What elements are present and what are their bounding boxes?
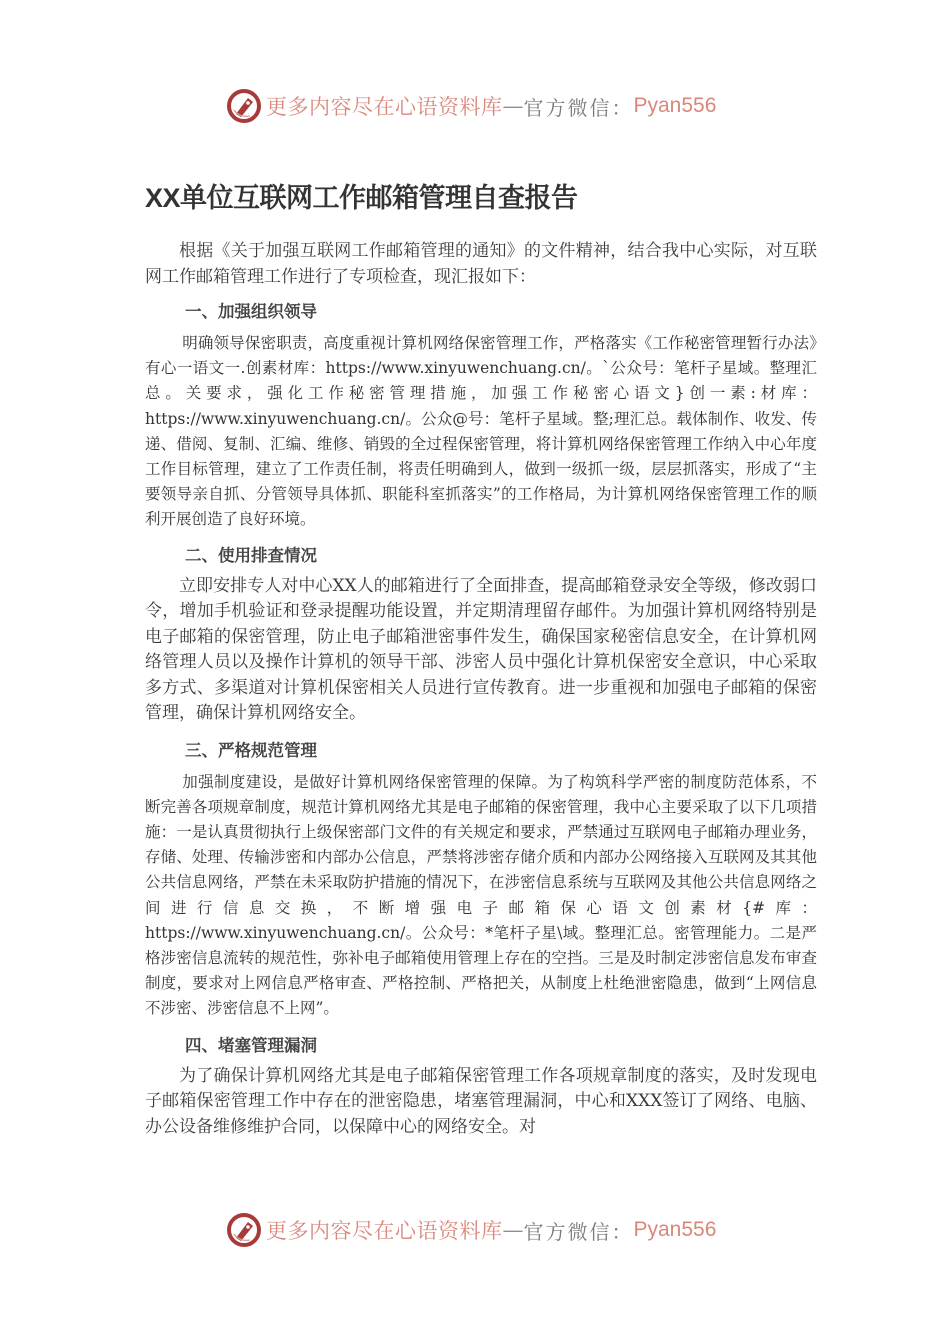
banner-wechat-id: Pyan556	[633, 94, 717, 117]
banner-main-text: 更多内容尽在心语资料库	[266, 95, 503, 119]
section-body-2: 立即安排专人对中心XX人的邮箱进行了全面排查，提高邮箱登录安全等级，修改弱口令，增加手机验证和登录提醒功能设置，并定期清理留存邮件。为加强计算机网络特别是电子邮箱的保密管理，防止电子邮箱泄密事件发生，确保国家秘密信息安全，在计算机网络管理人员以及操作计算机的领导干部、涉密人员中强化计算机保密安全意识，中心采取多方式、多渠道对计算机保密相关人员进行宣传教育。进一步重视和加强电子邮箱的保密管理，确保计算机网络安全。	[145, 575, 817, 724]
header-watermark-banner	[226, 86, 716, 126]
banner-main-text: 更多内容尽在心语资料库	[266, 1219, 503, 1243]
section-heading-1: 一、加强组织领导	[185, 303, 317, 321]
footer-watermark-banner	[226, 1210, 716, 1250]
section-body-3: 加强制度建设，是做好计算机网络保密管理的保障。为了构筑科学严密的制度防范体系，不断完善各项规章制度，规范计算机网络尤其是电子邮箱的保密管理，我中心主要采取了以下几项措施：一是认真贯彻执行上级保密部门文件的有关规定和要求，严禁通过互联网电子邮箱办理业务，存储、处理、传输涉密和内部办公信息，严禁将涉密存储介质和内部办公网络接入互联网及其其他公共信息网络，严禁在未采取防护措施的情况下，在涉密信息系统与互联网及其他公共信息网络之间进行信息交换，不断增强电子邮箱保心语文创素材{#库：https://www.xinyuwenchuang.cn/。公众号：*笔杆子星\域。整理汇总。密管理能力。二是严格涉密信息流转的规范性，弥补电子邮箱使用管理上存在的空挡。三是及时制定涉密信息发布审查制度，要求对上网信息严格审查、严格控制、严格把关，从制度上杜绝泄密隐患，做到“上网信息不涉密、涉密信息不上网”。	[145, 772, 817, 1018]
section-heading-2: 二、使用排查情况	[185, 546, 317, 565]
banner-dash: —	[502, 94, 524, 118]
pen-nib-logo-icon	[226, 88, 262, 124]
section-body-1: 明确领导保密职责，高度重视计算机网络保密管理工作，严格落实《工作秘密管理暂行办法》有心一语文一.创素材库：https://www.xinyuwenchuang.cn/。`公众号：笔杆子星域。整理汇总。关要求，强化工作秘密管理措施，加强工作秘密心语文}创一素:材库：https://www.xinyuwenchuang.cn/。公众@号：笔杆子星域。整;理汇总。载体制作、收发、传递、借阅、复制、汇编、维修、销毁的全过程保密管理，将计算机网络保密管理工作纳入中心年度工作目标管理，建立了工作责任制，将责任明确到人，做到一级抓一级，层层抓落实，形成了“主要领导亲自抓、分管领导具体抓、职能科室抓落实”的工作格局，为计算机网络保密管理工作的顺利开展创造了良好环境。	[145, 334, 817, 529]
intro-paragraph: 根据《关于加强互联网工作邮箱管理的通知》的文件精神，结合我中心实际，对互联网工作邮箱管理工作进行了专项检查，现汇报如下：	[145, 241, 817, 287]
pen-nib-logo-icon	[226, 1212, 262, 1248]
banner-sub-text: 官方微信：	[523, 1219, 634, 1244]
section-body-4: 为了确保计算机网络尤其是电子邮箱保密管理工作各项规章制度的落实，及时发现电子邮箱保密管理工作中存在的泄密隐患，堵塞管理漏洞，中心和XXX签订了网络、电脑、办公设备维修维护合同，以保障中心的网络安全。对	[145, 1065, 817, 1137]
banner-sub-text: 官方微信：	[523, 95, 634, 120]
section-heading-3: 三、严格规范管理	[185, 741, 317, 760]
section-heading-4: 四、堵塞管理漏洞	[185, 1036, 317, 1055]
banner-wechat-id: Pyan556	[633, 1218, 717, 1241]
document-title: XX单位互联网工作邮箱管理自查报告	[145, 183, 578, 213]
banner-dash: —	[502, 1218, 524, 1242]
document-body	[145, 176, 817, 1140]
